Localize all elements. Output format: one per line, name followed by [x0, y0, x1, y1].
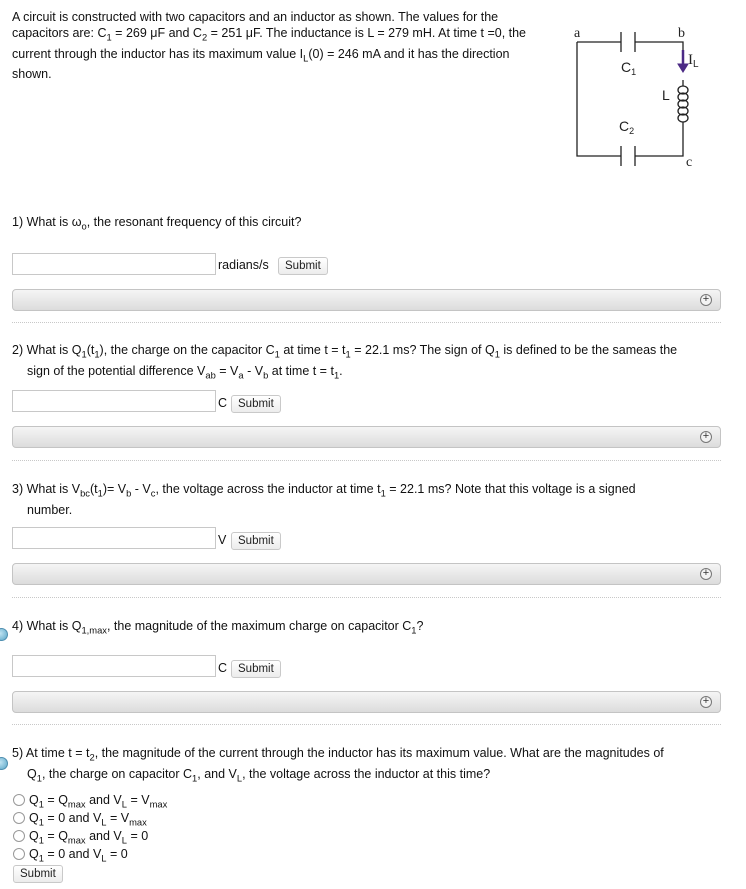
q4-submit-button[interactable]: Submit	[231, 660, 281, 678]
il-label: $I_L$	[688, 52, 699, 70]
q2-submit-button[interactable]: Submit	[231, 395, 281, 413]
q2-unit-label: C	[218, 396, 228, 410]
q4-unit-label: C	[218, 661, 228, 675]
q5-option[interactable]: $Q_1 = 0$ and $V_L = 0$	[13, 846, 128, 862]
progress-marker-icon	[0, 628, 8, 641]
separator	[12, 724, 721, 725]
q1-hint-bar[interactable]	[12, 289, 721, 311]
q3-hint-bar[interactable]	[12, 563, 721, 585]
c2-label: $C_2$	[619, 118, 635, 136]
separator	[12, 597, 721, 598]
question-5-text: 5) At time $t = t_2$, the magnitude of the current through the inductor has its maximum value. What are the magnitudes of $Q_1$, the charge on capacitor $C_1$, and $V_L$, the voltage across the inductor at this time?	[12, 746, 664, 784]
question-3-text: 3) What is $V_{bc}(t_1)= V_b - V_c$, the voltage across the inductor at time $t_1 = 22.1$ ms? Note that this voltage is a signed number.	[12, 482, 636, 517]
circuit-diagram	[565, 20, 715, 175]
q3-unit-label: V	[218, 533, 227, 547]
q1-submit-button[interactable]: Submit	[278, 257, 328, 275]
plus-circle-icon[interactable]: +	[700, 696, 712, 708]
q2-hint-bar[interactable]	[12, 426, 721, 448]
node-b-label: b	[678, 26, 685, 41]
question-4-text: 4) What is $Q_{1,max}$, the magnitude of the maximum charge on capacitor $C_1$?	[12, 619, 424, 636]
question-2-text: 2) What is $Q_1(t_1)$, the charge on the capacitor $C_1$ at time $t = t_1 = 22.1$ ms? The sign of $Q_1$ is defined to be the sameas the sign of the potential difference $V_{ab} = V_a - V_b$ at time $t = t_1$.	[12, 343, 678, 381]
node-c-label: c	[686, 155, 693, 170]
plus-circle-icon[interactable]: +	[700, 294, 712, 306]
c1-label: $C_1$	[621, 59, 637, 77]
q3-submit-button[interactable]: Submit	[231, 532, 281, 550]
radio-button[interactable]	[13, 830, 25, 842]
question-1-text: 1) What is $\omega_o$, the resonant frequency of this circuit?	[12, 215, 302, 232]
q5-option[interactable]: $Q_1 = Q_{max}$ and $V_L = 0$	[13, 828, 148, 844]
plus-circle-icon[interactable]: +	[700, 568, 712, 580]
q5-option[interactable]: $Q_1 = Q_{max}$ and $V_L = V_{max}$	[13, 792, 167, 808]
node-a-label: a	[574, 26, 581, 41]
plus-circle-icon[interactable]: +	[700, 431, 712, 443]
radio-button[interactable]	[13, 812, 25, 824]
radio-button[interactable]	[13, 848, 25, 860]
radio-button[interactable]	[13, 794, 25, 806]
q1-answer-input[interactable]	[12, 253, 216, 275]
q4-answer-input[interactable]	[12, 655, 216, 677]
current-arrow	[678, 50, 688, 72]
q5-option[interactable]: $Q_1 = 0$ and $V_L = V_{max}$	[13, 810, 147, 826]
separator	[12, 460, 721, 461]
q2-answer-input[interactable]	[12, 390, 216, 412]
inductor-coil	[678, 86, 688, 122]
separator	[12, 322, 721, 323]
q3-answer-input[interactable]	[12, 527, 216, 549]
problem-intro: A circuit is constructed with two capacitors and an inductor as shown. The values for the capacitors are: $C_1 = 269$ μF and $C_2 = 251$ μF. The inductance is L = 279 mH. At time t =0, the current through the inductor has its maximum value $I_L(0) = 246$ mA and it has the direction shown.	[12, 10, 527, 81]
q1-unit-label: radians/s	[218, 258, 269, 272]
l-label: L	[662, 87, 670, 103]
q5-submit-button[interactable]: Submit	[13, 865, 63, 883]
progress-marker-icon	[0, 757, 8, 770]
q4-hint-bar[interactable]	[12, 691, 721, 713]
